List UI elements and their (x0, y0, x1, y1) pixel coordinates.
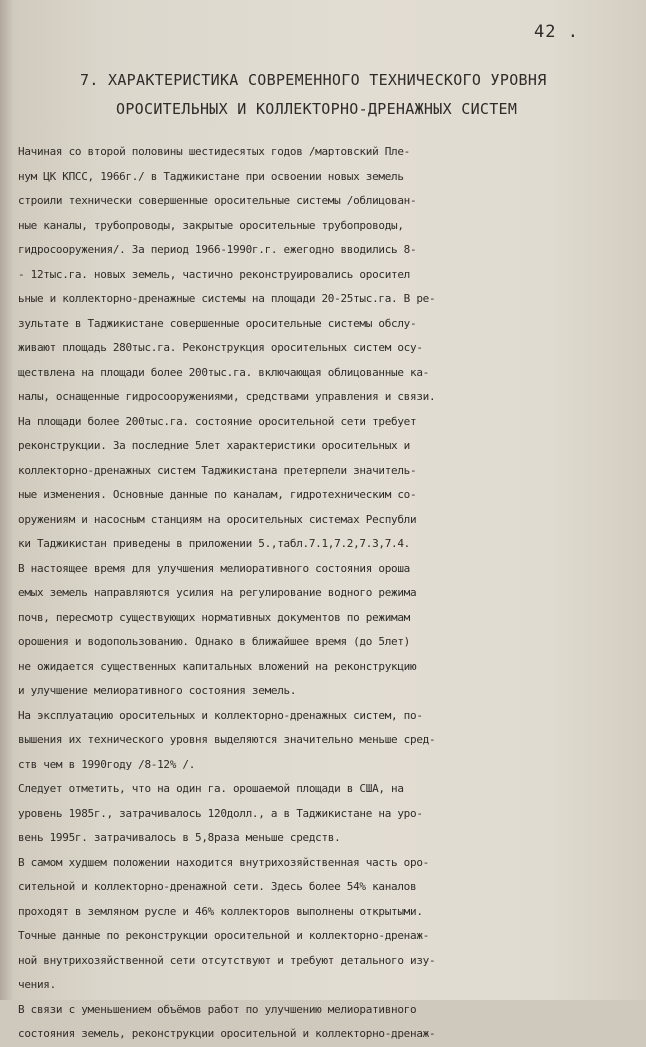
text-line: ные изменения. Основные данные по каналам, гидротехническим со- (18, 488, 417, 501)
text-line: состояния земель, реконструкции оросительной и коллекторно-дренаж- (18, 1027, 436, 1040)
text-line: На эксплуатацию оросительных и коллекторно-дренажных систем, по- (18, 708, 423, 722)
text-line: Точные данные по реконструкции оросительной и коллекторно-дренаж- (18, 929, 429, 942)
text-line: уровень 1985г., затрачивалось 120долл., а в Таджикистане на уро- (18, 806, 423, 820)
text-line: Следует отметить, что на один га. орошаемой площади в США, на (18, 782, 404, 795)
text-line: вышения их технического уровня выделяются значительно меньше сред- (18, 733, 436, 746)
text-line: нум ЦК КПСС, 1966г./ в Таджикистане при освоении новых земель (18, 169, 404, 183)
text-line: В связи с уменьшением объёмов работ по улучшению мелиоративного (18, 1002, 417, 1016)
text-line: оружениям и насосным станциям на оросительных системах Республи (18, 512, 417, 526)
text-line: вень 1995г. затрачивалось в 5,8раза меньше средств. (18, 831, 341, 844)
text-line: орошения и водопользованию. Однако в ближайшее время (до 5лет) (18, 635, 410, 648)
text-line: живают площадь 280тыс.га. Реконструкция оросительных систем осу- (18, 341, 423, 354)
text-line: и улучшение мелиоративного состояния земель. (18, 684, 297, 697)
text-line: На площади более 200тыс.га. состояние оросительной сети требует (18, 414, 417, 428)
text-line: В настоящее время для улучшения мелиоративного состояния ороша (18, 561, 410, 575)
text-line: ки Таджикистан приведены в приложении 5.,табл.7.1,7.2,7.3,7.4. (18, 537, 410, 550)
text-line: гидросооружения/. За период 1966-1990г.г. ежегодно вводились 8- (18, 243, 417, 256)
text-line: В самом худшем положении находится внутрихозяйственная часть оро- (18, 855, 429, 869)
section-heading-line: ОРОСИТЕЛЬНЫХ И КОЛЛЕКТОРНО-ДРЕНАЖНЫХ СИСТЕМ (116, 100, 518, 118)
text-line: ществлена на площади более 200тыс.га. включающая облицованные ка- (18, 365, 429, 379)
text-line: ные каналы, трубопроводы, закрытые оросительные трубопроводы, (18, 218, 404, 232)
text-line: Начиная со второй половины шестидесятых годов /мартовский Пле- (18, 145, 410, 158)
text-line: строили технически совершенные оросительные системы /облицован- (18, 194, 417, 207)
text-line: налы, оснащенные гидросооружениями, средствами управления и связи. (18, 390, 436, 403)
text-line: ств чем в 1990году /8-12% /. (18, 757, 196, 771)
text-line: реконструкции. За последние 5лет характеристики оросительных и (18, 439, 410, 452)
text-line: емых земель направляются усилия на регулирование водного режима (18, 586, 417, 599)
page-edge-shadow (0, 0, 14, 1000)
text-line: зультате в Таджикистане совершенные оросительные системы обслу- (18, 316, 417, 330)
text-line: чения. (18, 978, 56, 991)
text-line: ьные и коллекторно-дренажные системы на площади 20-25тыс.га. В ре- (18, 292, 436, 305)
text-line: проходят в земляном русле и 46% коллекторов выполнены открытыми. (18, 904, 423, 918)
section-heading-line: 7. ХАРАКТЕРИСТИКА СОВРЕМЕННОГО ТЕХНИЧЕСКОГО УРОВНЯ (80, 71, 547, 89)
text-line: ной внутрихозяйственной сети отсутствуют и требуют детального изу- (18, 953, 436, 967)
text-line: - 12тыс.га. новых земель, частично реконструировались оросител (18, 267, 410, 281)
text-line: сительной и коллекторно-дренажной сети. Здесь более 54% каналов (18, 880, 417, 893)
text-line: почв, пересмотр существующих нормативных документов по режимам (18, 610, 410, 624)
section-heading (80, 66, 600, 124)
text-line: коллекторно-дренажных систем Таджикистана претерпели значитель- (18, 463, 417, 477)
page-number: 42 . (534, 22, 579, 42)
body-text (18, 140, 644, 1047)
text-line: не ожидается существенных капитальных вложений на реконструкцию (18, 659, 417, 673)
